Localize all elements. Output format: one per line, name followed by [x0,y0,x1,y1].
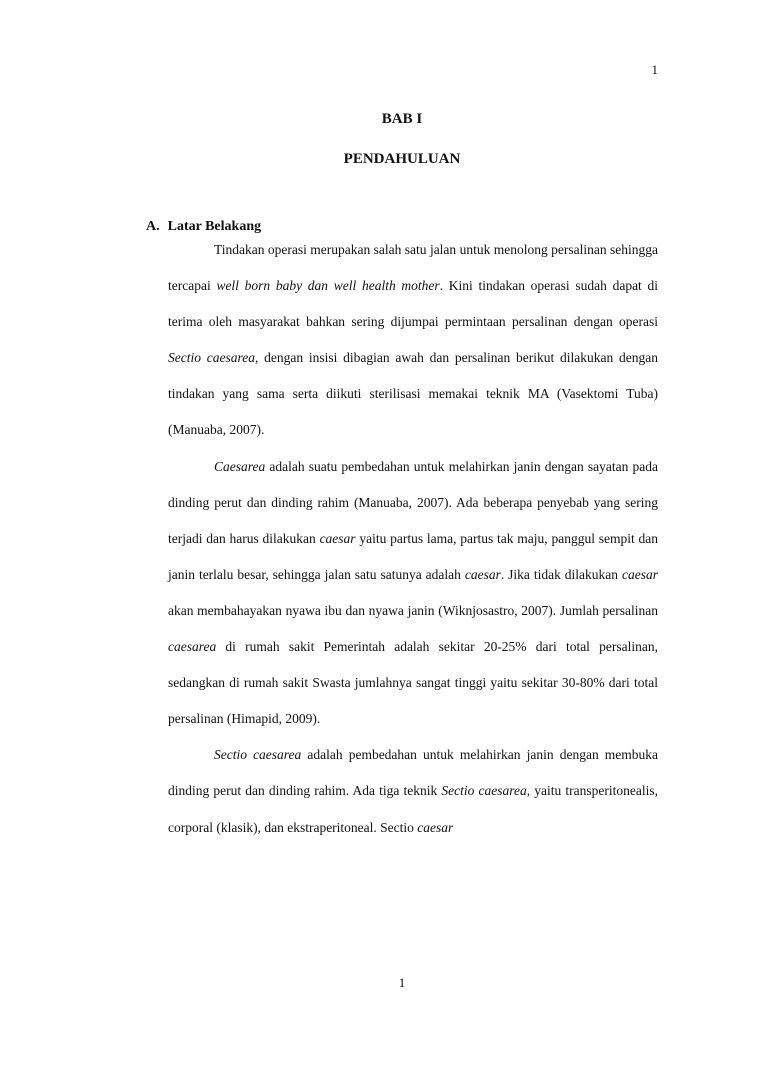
paragraph-2 [168,449,658,738]
text-run: di rumah sakit Pemerintah adalah sekitar 20-25% dari total persalinan, sedangkan di rumah sakit Swasta jumlahnya sangat tinggi yaitu sekitar 30-80% dari total persalinan (Himapid, 2009). [168,639,658,727]
italic-term: caesar [464,566,501,582]
text-run: akan membahayakan nyawa ibu dan nyawa janin (Wiknjosastro, 2007). Jumlah persalinan [168,602,658,618]
section-letter: A. [146,219,160,234]
body-text [168,232,658,846]
text-run: . Jika tidak dilakukan [500,566,622,582]
page-number-top: 1 [651,62,658,77]
italic-term: Caesarea [214,458,266,474]
italic-term: caesar [417,819,454,835]
chapter-title: BAB I [381,111,423,127]
text-run: Tindakan operasi merupakan salah satu jalan untuk menolong persalinan sehingga tercapai [168,242,658,294]
italic-term: Sectio caesarea [214,747,302,763]
italic-term: caesar [622,566,658,582]
text-run: adalah suatu pembedahan untuk melahirkan janin dengan sayatan pada dinding perut dan dinding rahim (Manuaba, 2007). Ada beberapa penyebab yang sering terjadi dan harus dilakukan [168,458,658,546]
italic-term: well born baby dan well health mother [216,278,440,294]
page-number-bottom: 1 [398,975,406,990]
section-title: Latar Belakang [167,219,262,234]
text-run: , yaitu transperitonealis, corporal (klasik), dan ekstraperitoneal. Sectio [168,783,658,835]
chapter-subtitle: PENDAHULUAN [343,151,461,167]
italic-term: Sectio caesarea [441,783,527,799]
text-run: . Kini tindakan operasi sudah dapat di terima oleh masyarakat bahkan sering dijumpai permintaan persalinan dengan operasi [168,278,659,330]
paragraph-3 [168,737,658,845]
text-run: , dengan insisi dibagian awah dan persalinan berikut dilakukan dengan tindakan yang sama serta diikuti sterilisasi memakai teknik MA (Vasektomi Tuba) (Manuaba, 2007). [168,350,659,438]
italic-term: caesarea [168,639,217,655]
text-run: yaitu partus lama, partus tak maju, panggul sempit dan janin terlalu besar, sehingga jalan satu satunya adalah [168,530,658,582]
italic-term: caesar [319,530,356,546]
paragraph-1 [168,232,658,449]
italic-term: Sectio caesarea [168,350,255,366]
text-run: adalah pembedahan untuk melahirkan janin dengan membuka dinding perut dan dinding rahim. Ada tiga teknik [168,747,659,799]
